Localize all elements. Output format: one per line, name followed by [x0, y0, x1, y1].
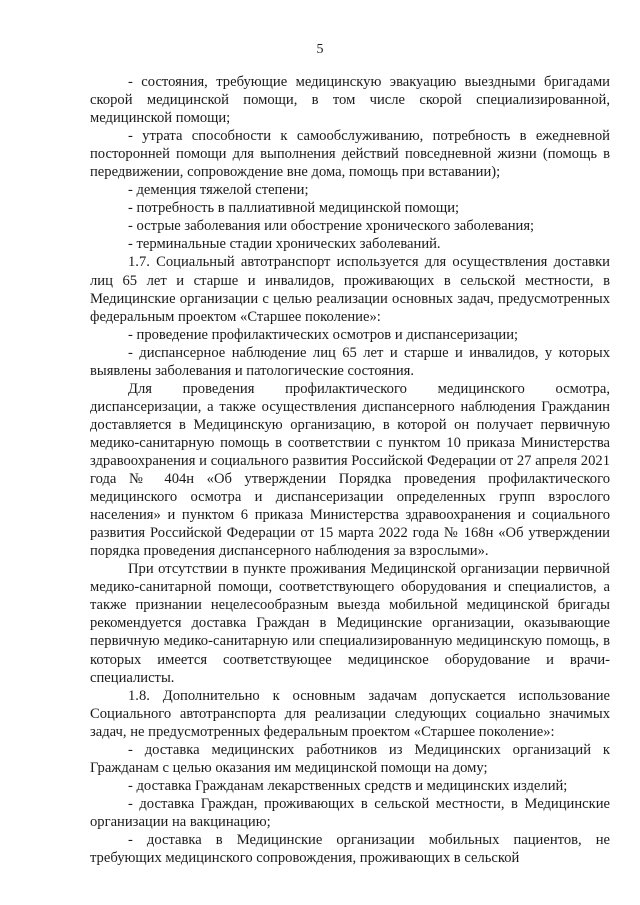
paragraph-absence-of-organization: При отсутствии в пункте проживания Медицинской организации первичной медико-санитарной помощи, соответствующего оборудования и специалистов, а также признании нецелесообразным выезда мобильной медицинской бригады рекомендуется доставка Граждан в Медицинские организации, оказывающие первичную медико-санитарную или специализированную медицинскую помощь, в которых имеется соответствующее медицинское оборудование и врачи-специалисты. [90, 561, 610, 686]
paragraph-section-1-8: 1.8. Дополнительно к основным задачам допускается использование Социального автотранспорта для реализации следующих социально значимых задач, не предусмотренных федеральным проектом «Старшее поколение»: [90, 687, 610, 740]
paragraph-terminal-stages: - терминальные стадии хронических заболеваний. [128, 236, 441, 253]
paragraph-dispensary-observation: - диспансерное наблюдение лиц 65 лет и старше и инвалидов, у которых выявлены заболевания и патологические состояния. [90, 344, 610, 379]
paragraph-acute-diseases: - острые заболевания или обострение хронического заболевания; [128, 218, 535, 235]
paragraph-preventive-exams: - проведение профилактических осмотров и диспансеризации; [128, 326, 519, 343]
paragraph-section-1-7: 1.7. Социальный автотранспорт используется для осуществления доставки лиц 65 лет и старше и инвалидов, проживающих в сельской местности, в Медицинские организации с целью реализации основных задач, предусмотренных федеральным проектом «Старшее поколение»: [90, 254, 610, 325]
paragraph-vaccination: - доставка Граждан, проживающих в сельской местности, в Медицинские организации на вакцинацию; [90, 795, 610, 830]
paragraph-delivery-for-exam: Для проведения профилактического медицинского осмотра, диспансеризации, а также осуществления диспансерного наблюдения Гражданин доставляется в Медицинскую организацию, в которой он получает первичную медико-санитарную помощь в соответствии с пунктом 10 приказа Министерства здравоохранения и социального развития Российской Федерации от 27 апреля 2021 года № 404н «Об утверждении Порядка проведения профилактического медицинского осмотра и диспансеризации определенных групп взрослого населения» и пунктом 6 приказа Министерства здравоохранения и социального развития Российской Федерации от 15 марта 2022 года № 168н «Об утверждении порядка проведения диспансерного наблюдения за взрослыми». [90, 380, 610, 560]
paragraph-self-care-loss: - утрата способности к самообслуживанию, потребность в ежедневной посторонней помощи для выполнения действий повседневной жизни (помощь в передвижении, сопровождение вне дома, помощь при вставании); [90, 128, 610, 181]
paragraph-evacuation: - состояния, требующие медицинскую эвакуацию выездными бригадами скорой медицинской помощи, в том числе скорой специализированной, медицинской помощи; [90, 74, 610, 127]
paragraph-palliative: - потребность в паллиативной медицинской помощи; [128, 200, 460, 217]
page-number: 5 [316, 42, 324, 57]
paragraph-mobile-patients: - доставка в Медицинские организации мобильных пациентов, не требующих медицинского сопровождения, проживающих в сельской [90, 831, 610, 867]
paragraph-delivery-of-workers: - доставка медицинских работников из Медицинских организаций к Гражданам с целью оказания им медицинской помощи на дому; [90, 741, 610, 776]
paragraph-dementia: - деменция тяжелой степени; [128, 182, 309, 199]
document-body [90, 73, 610, 867]
paragraph-delivery-of-medicines: - доставка Гражданам лекарственных средств и медицинских изделий; [128, 777, 568, 794]
